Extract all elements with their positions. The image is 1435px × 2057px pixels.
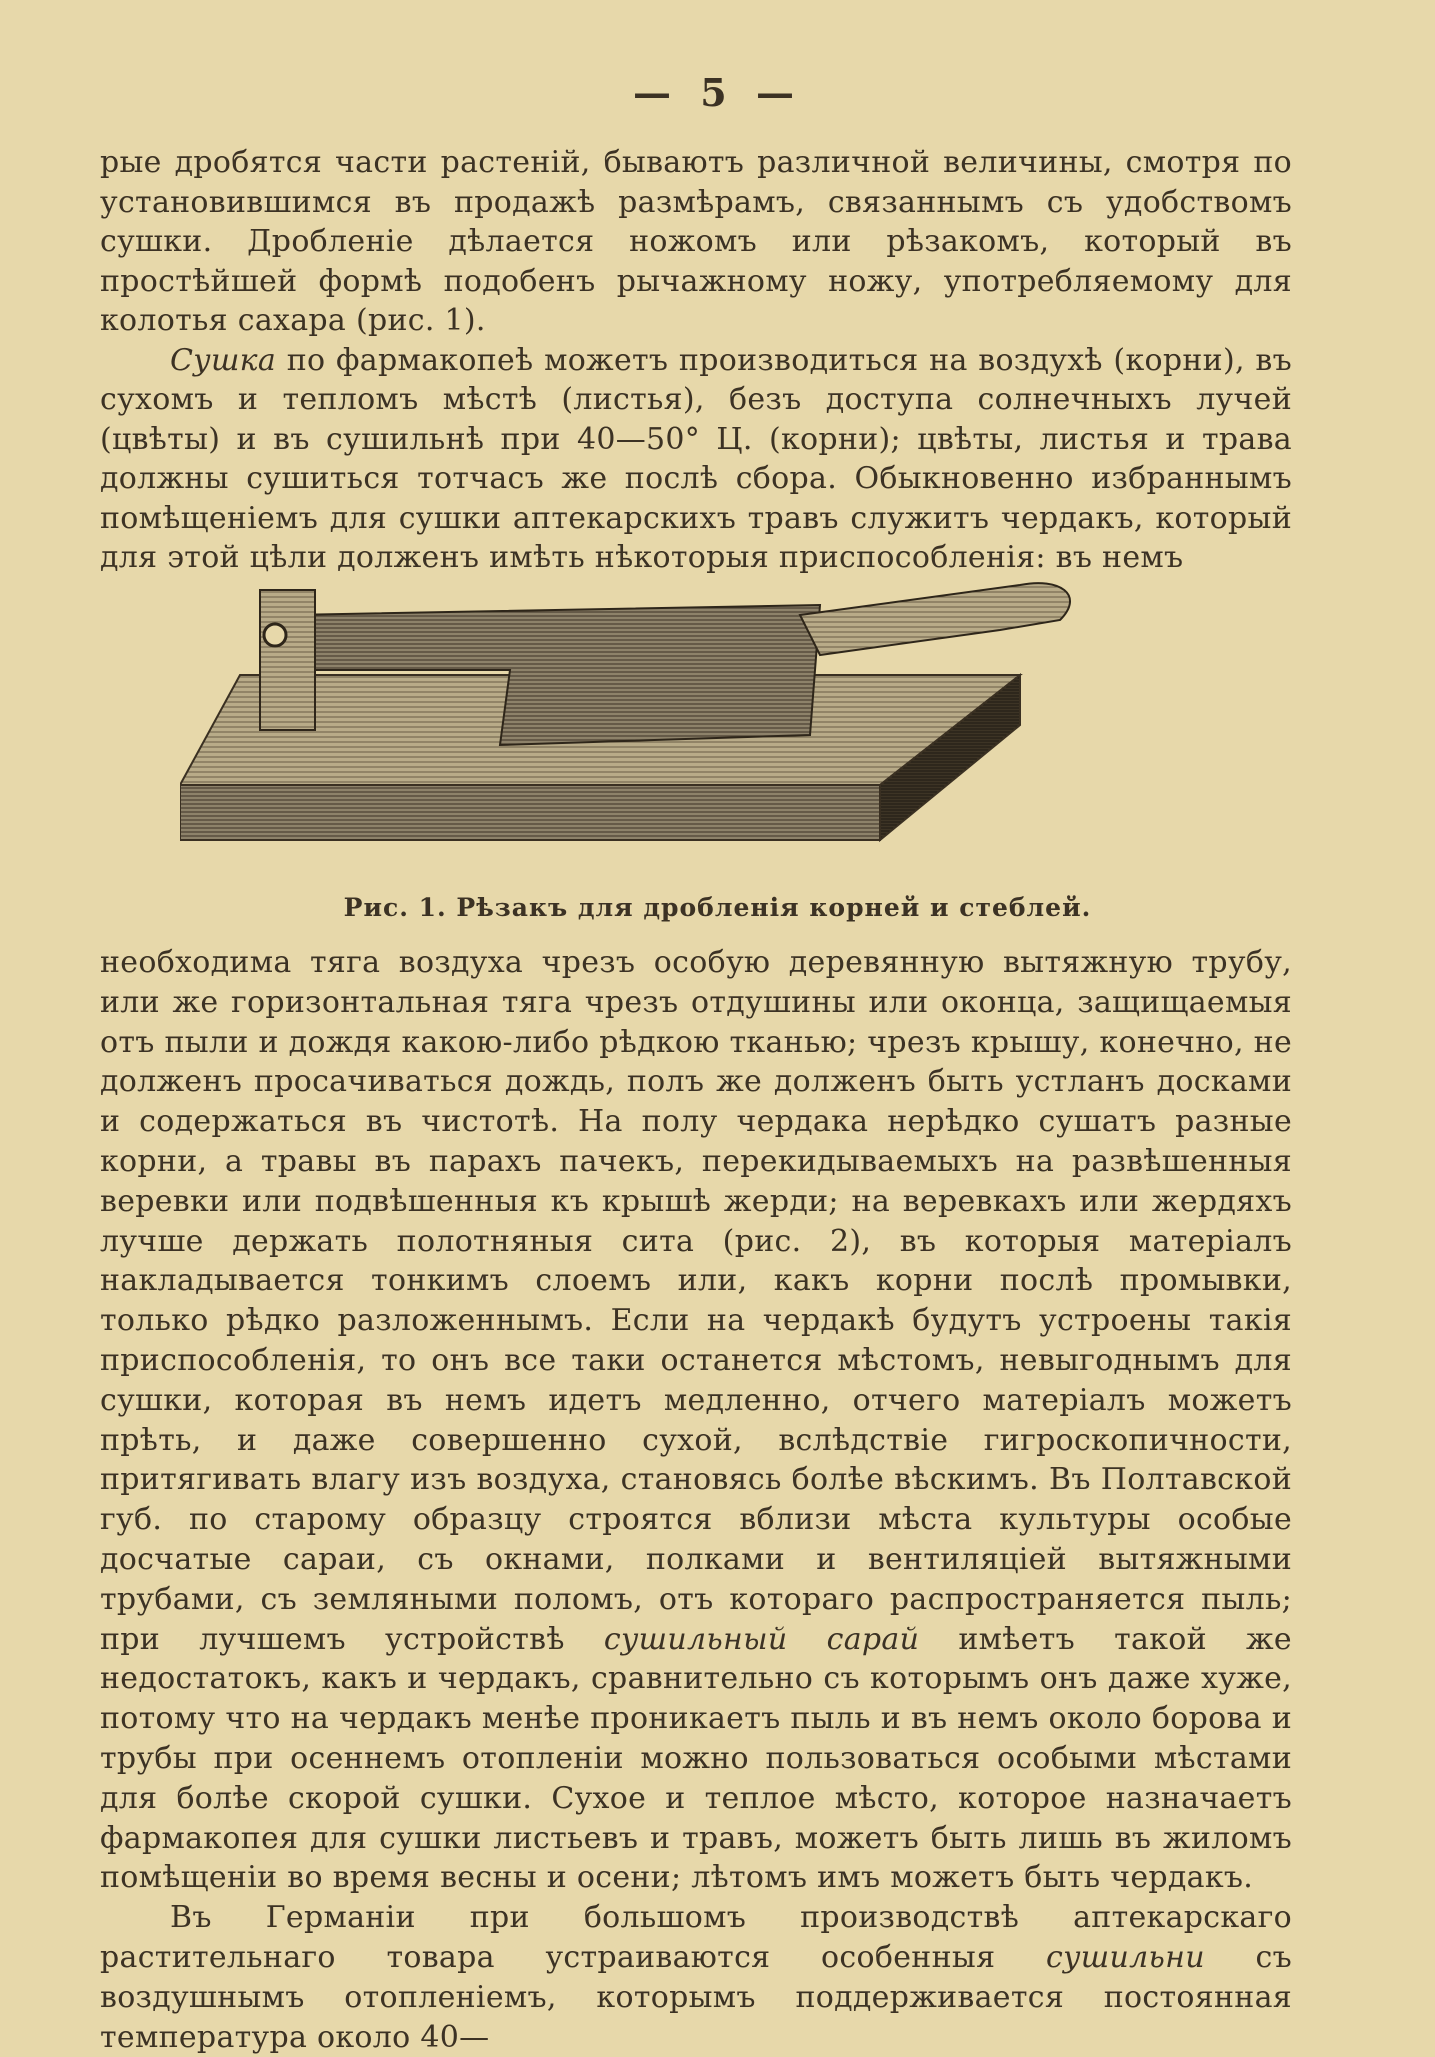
italic-term: сушильный сарай <box>603 1621 920 1657</box>
italic-term: Сушка <box>170 342 277 378</box>
board-front <box>180 785 880 840</box>
figure-caption: Рис. 1. Рѣзакъ для дробленія корней и стеблей. <box>343 893 1092 922</box>
text-block-bottom <box>100 943 1292 2057</box>
handle <box>800 583 1070 655</box>
paragraph-text: Въ Германіи при большомъ производствѣ аптекарскаго растительнаго товара устраиваются особенныя <box>100 1900 1292 1975</box>
paragraph-text: имѣетъ такой же недостатокъ, какъ и чердакъ, сравнительно съ которымъ онъ даже хуже, потому что на чердакъ менѣе проникаетъ пыль и въ немъ около борова и трубы при осеннемъ отопленіи можно пользоваться особыми мѣстами для болѣе скорой сушки. Сухое и теплое мѣсто, которое назначаетъ фармакопея для сушки листьевъ и травъ, можетъ быть лишь въ жиломъ помѣщеніи во время весны и осени; лѣтомъ имъ можетъ быть чердакъ. <box>100 1621 1292 1896</box>
paragraph: рые дробятся части растеній, бываютъ различной величины, смотря по установившимся въ продажѣ размѣрамъ, связаннымъ съ удобствомъ сушки. Дробленіе дѣлается ножомъ или рѣзакомъ, который въ простѣйшей формѣ подобенъ рычажному ножу, употребляемому для колотья сахара (рис. 1). <box>100 145 1292 338</box>
hinge-pivot <box>264 624 286 646</box>
paragraph <box>100 1898 1292 2057</box>
paragraph <box>100 341 1292 578</box>
paragraph-text: по фармакопеѣ можетъ производиться на воздухѣ (корни), въ сухомъ и тепломъ мѣстѣ (листья), безъ доступа солнечныхъ лучей (цвѣты) и въ сушильнѣ при 40—50° Ц. (корни); цвѣты, листья и трава должны сушиться тотчасъ же послѣ сбора. Обыкновенно избраннымъ помѣщеніемъ для сушки аптекарскихъ травъ служитъ чердакъ, который для этой цѣли долженъ имѣть нѣкоторыя приспособленія: въ немъ <box>100 342 1292 575</box>
page-number: — 5 — <box>633 70 802 115</box>
text-block-top <box>100 143 1292 578</box>
paragraph-text: съ воздушнымъ отопленіемъ, которымъ поддерживается постоянная температура около 40— <box>100 1939 1292 2055</box>
paragraph-text: необходима тяга воздуха чрезъ особую деревянную вытяжную трубу, или же горизонтальная тяга чрезъ отдушины или оконца, защищаемыя отъ пыли и дождя какою-либо рѣдкою тканью; чрезъ крышу, конечно, не долженъ просачиваться дождь, полъ же долженъ быть устланъ досками и содержаться въ чистотѣ. На полу чердака нерѣдко сушатъ разные корни, а травы въ парахъ пачекъ, перекидываемыхъ на развѣшенныя веревки или подвѣшенныя къ крышѣ жерди; на веревкахъ или жердяхъ лучше держать полотняныя сита (рис. 2), въ которыя матеріалъ накладывается тонкимъ слоемъ или, какъ корни послѣ промывки, только рѣдко разложеннымъ. Если на чердакѣ будутъ устроены такія приспособленія, то онъ все таки останется мѣстомъ, невыгоднымъ для сушки, которая въ немъ идетъ медленно, отчего матеріалъ можетъ прѣть, и даже совершенно сухой, вслѣдствіе гигроскопичности, притягивать влагу изъ воздуха, становясь болѣе вѣскимъ. Въ Полтавской губ. по старому образцу строятся вблизи мѣста культуры особые досчатые сараи, съ окнами, полками и вентиляціей вытяжными трубами, съ земляными поломъ, отъ котораго распространяется пыль; при лучшемъ устройствѣ <box>100 945 1292 1657</box>
cutter-illustration <box>180 575 1140 845</box>
italic-term: сушильни <box>1045 1939 1205 1975</box>
paragraph <box>100 943 1292 1898</box>
hinge-post <box>260 590 315 730</box>
